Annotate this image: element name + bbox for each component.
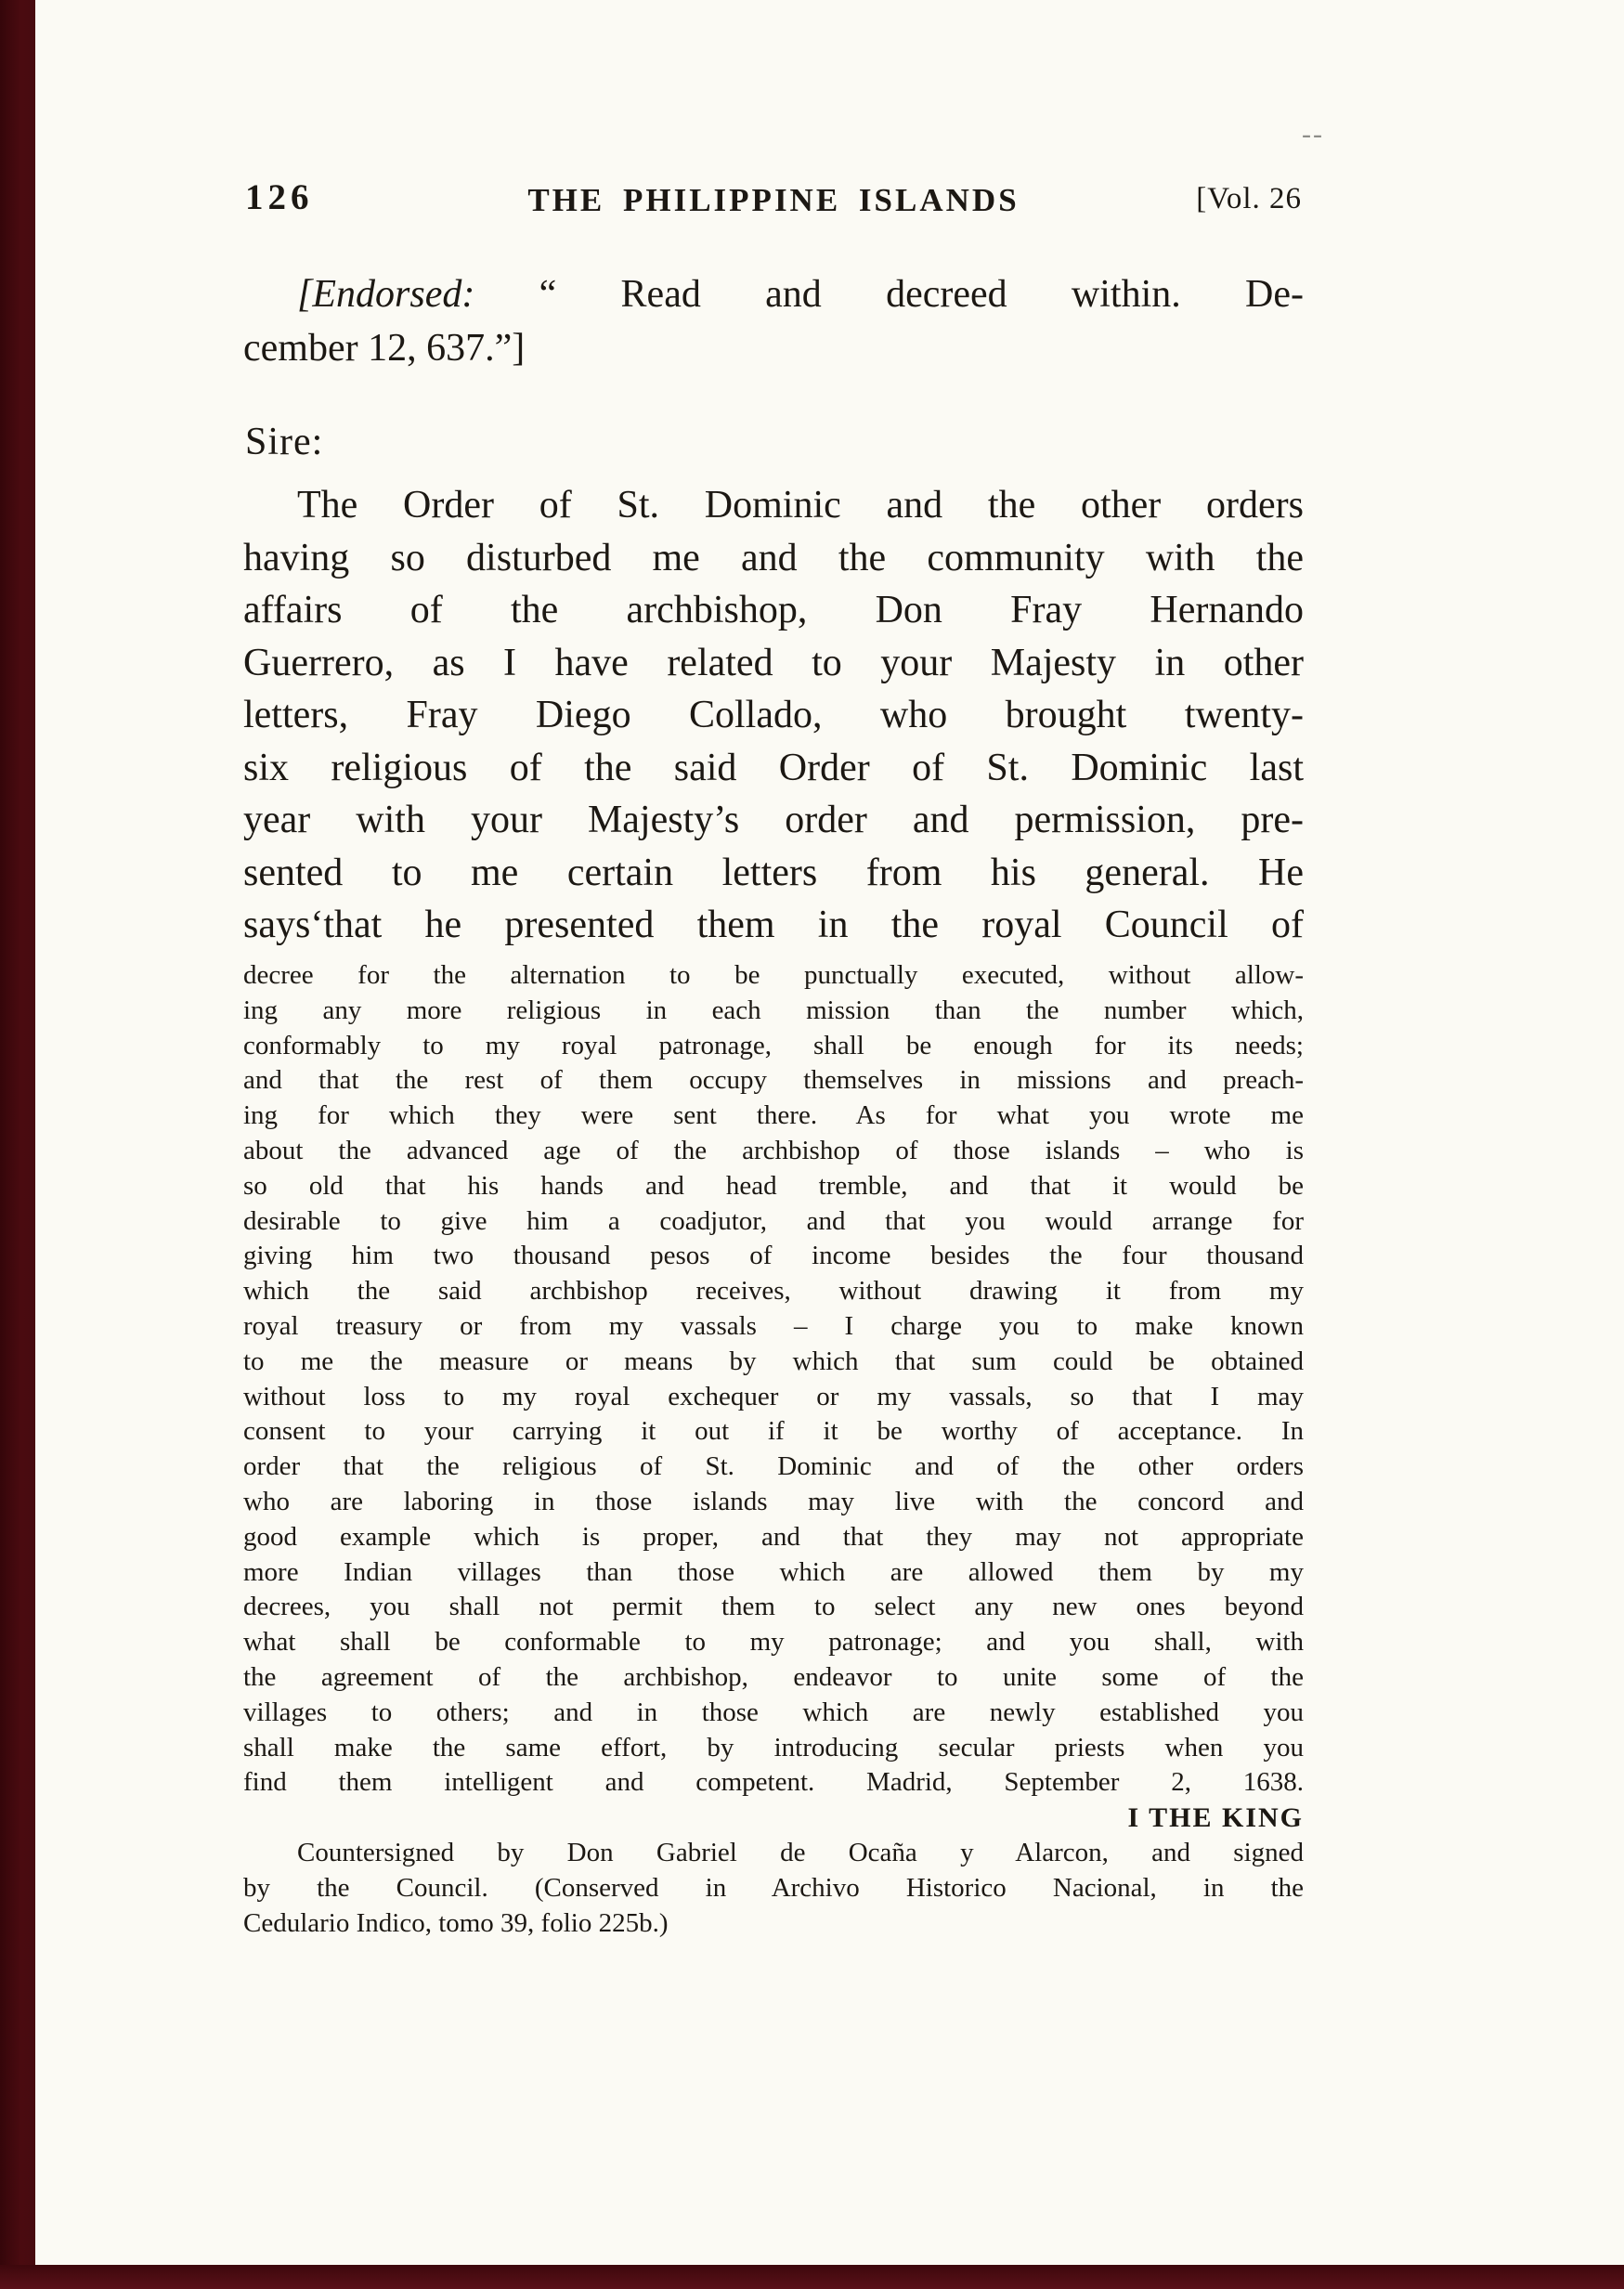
text-line: and that the rest of them occupy themselves in missions and preach-	[243, 1065, 1304, 1096]
letter-body-paragraph	[243, 479, 1304, 952]
text-line: so old that his hands and head tremble, and that it would be	[243, 1170, 1304, 1201]
text-line: order that the religious of St. Dominic and of the other orders	[243, 1451, 1304, 1482]
text-line: about the advanced age of the archbishop of those islands – who is	[243, 1135, 1304, 1165]
running-title: THE PHILIPPINE ISLANDS	[527, 182, 1020, 218]
volume-label: [Vol. 26	[1196, 182, 1302, 215]
text-line: without loss to my royal exchequer or my vassals, so that I may	[243, 1381, 1304, 1411]
endorsement-line-1	[243, 267, 1304, 321]
text-line: good example which is proper, and that they may not appropriate	[243, 1521, 1304, 1552]
text-line: who are laboring in those islands may live with the concord and	[243, 1486, 1304, 1516]
text-line: find them intelligent and competent. Madrid, September 2, 1638.	[243, 1767, 1304, 1798]
text-line: letters, Fray Diego Collado, who brought twenty-	[243, 694, 1304, 736]
text-line: Guerrero, as I have related to your Majesty in other	[243, 641, 1304, 684]
endorsement-paragraph	[243, 267, 1304, 375]
salutation: Sire:	[245, 421, 324, 463]
text-line: year with your Majesty’s order and permission, pre-	[243, 799, 1304, 841]
text-line: ing any more religious in each mission than the number which,	[243, 995, 1304, 1025]
text-line: the agreement of the archbishop, endeavor to unite some of the	[243, 1661, 1304, 1692]
text-line: The Order of St. Dominic and the other orders	[297, 484, 1304, 527]
left-binding-strip	[0, 0, 35, 2289]
text-line: decrees, you shall not permit them to select any new ones beyond	[243, 1592, 1304, 1622]
text-line: Cedulario Indico, tomo 39, folio 225b.)	[243, 1907, 669, 1938]
text-line: royal treasury or from my vassals – I charge you to make known	[243, 1310, 1304, 1341]
text-line: having so disturbed me and the community with the	[243, 536, 1304, 579]
corner-mark: --	[1302, 119, 1324, 150]
text-line: sented to me certain letters from his general. He	[243, 851, 1304, 894]
footnote-block	[243, 958, 1304, 1941]
text-line: says‘that he presented them in the royal Council of	[243, 904, 1304, 946]
text-line: ing for which they were sent there. As for what you wrote me	[243, 1100, 1304, 1131]
page-number: 126	[245, 177, 314, 217]
text-line: by the Council. (Conserved in Archivo Historico Nacional, in the	[243, 1872, 1304, 1903]
text-line: to me the measure or means by which that sum could be obtained	[243, 1346, 1304, 1376]
endorsement-line-2: cember 12, 637.”]	[243, 327, 526, 370]
text-line: giving him two thousand pesos of income besides the four thousand	[243, 1241, 1304, 1271]
text-line: desirable to give him a coadjutor, and that you would arrange for	[243, 1205, 1304, 1236]
text-line: what shall be conformable to my patronage; and you shall, with	[243, 1627, 1304, 1658]
text-line: Countersigned by Don Gabriel de Ocaña y Alarcon, and signed	[297, 1837, 1304, 1867]
text-line: shall make the same effort, by introducing secular priests when you	[243, 1732, 1304, 1762]
text-line: six religious of the said Order of St. Dominic last	[243, 746, 1304, 789]
text-line: affairs of the archbishop, Don Fray Hernando	[243, 589, 1304, 631]
footnote-countersign	[243, 1836, 1304, 1941]
footnote-text	[243, 958, 1304, 1801]
bottom-binding-strip	[0, 2265, 1624, 2289]
footnote-signature: I THE KING	[1127, 1802, 1304, 1834]
text-line: villages to others; and in those which are newly established you	[243, 1697, 1304, 1727]
text-line: which the said archbishop receives, without drawing it from my	[243, 1276, 1304, 1307]
text-line: more Indian villages than those which are allowed them by my	[243, 1556, 1304, 1587]
text-line: conformably to my royal patronage, shall be enough for its needs;	[243, 1030, 1304, 1060]
text-line: decree for the alternation to be punctually executed, without allow-	[243, 960, 1304, 990]
text-line: consent to your carrying it out if it be worthy of acceptance. In	[243, 1416, 1304, 1447]
endorsed-text: “ Read and decreed within. De-	[474, 273, 1304, 316]
page-header	[243, 176, 1304, 225]
endorsed-label: [Endorsed:	[297, 273, 475, 316]
